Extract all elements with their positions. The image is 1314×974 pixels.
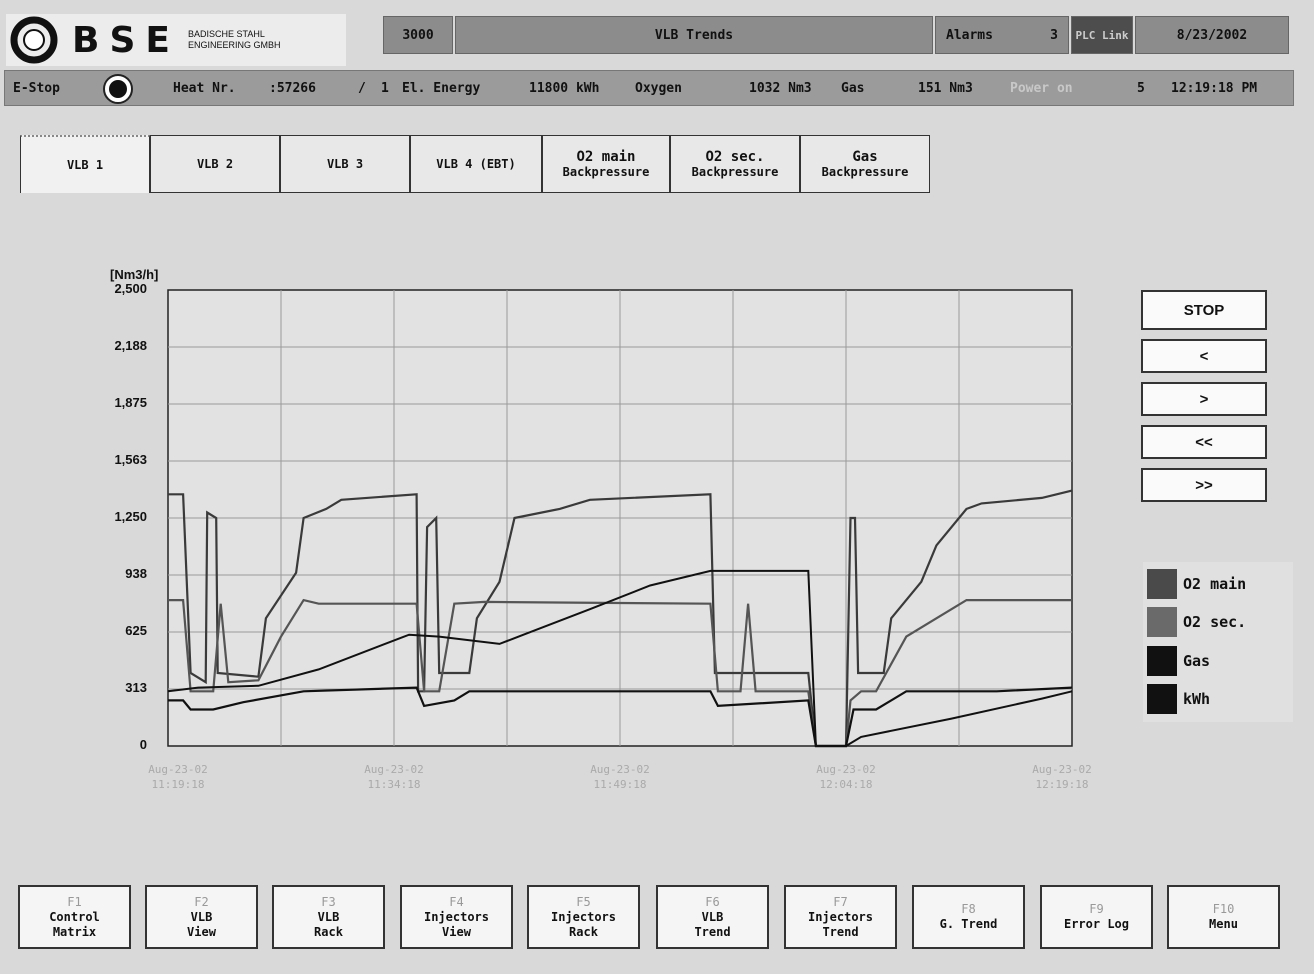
legend-swatch xyxy=(1147,684,1177,714)
fkey-f8[interactable] xyxy=(912,885,1025,949)
y-tick-label: 1,563 xyxy=(114,452,147,467)
fkey-f10[interactable] xyxy=(1167,885,1280,949)
fkey-f1[interactable] xyxy=(18,885,131,949)
fkey-label: Error Log xyxy=(1063,917,1130,931)
legend-swatch xyxy=(1147,569,1177,599)
fkey-label: VLB xyxy=(701,909,724,924)
fkey-label: Injectors xyxy=(550,909,617,924)
scroll-first-button[interactable]: << xyxy=(1141,425,1267,459)
gas-label: Gas xyxy=(841,80,865,96)
tab-sublabel: Backpressure xyxy=(562,165,650,179)
brand-line-1: BADISCHE STAHL xyxy=(187,29,265,39)
chart-legend xyxy=(1143,562,1293,722)
y-tick-label: 0 xyxy=(139,737,147,752)
stop-button[interactable]: STOP xyxy=(1141,290,1267,330)
brand-logo-text: BSE xyxy=(72,19,180,61)
legend-item xyxy=(1147,684,1210,714)
x-tick-date: Aug-23-02 xyxy=(816,763,876,776)
legend-label: Gas xyxy=(1183,652,1211,670)
legend-item xyxy=(1147,646,1210,676)
fkey-number: F8 xyxy=(961,902,976,916)
fkey-number: F3 xyxy=(321,894,336,909)
y-axis-unit: [Nm3/h] xyxy=(110,267,159,282)
tab-sublabel: Backpressure xyxy=(691,165,779,179)
legend-item xyxy=(1147,569,1246,599)
scroll-forward-button[interactable]: > xyxy=(1141,382,1267,416)
x-tick-date: Aug-23-02 xyxy=(590,763,650,776)
fkey-sublabel: Rack xyxy=(314,924,343,939)
legend-swatch xyxy=(1147,646,1177,676)
fkey-f5[interactable] xyxy=(527,885,640,949)
legend-label: kWh xyxy=(1183,690,1211,708)
legend-label: O2 sec. xyxy=(1183,613,1247,631)
fkey-sublabel: View xyxy=(187,924,216,939)
x-tick-date: Aug-23-02 xyxy=(364,763,424,776)
power-on-value: 5 xyxy=(1137,80,1145,96)
oxygen-label: Oxygen xyxy=(635,80,682,96)
legend-item xyxy=(1147,607,1246,637)
x-tick-time: 11:49:18 xyxy=(593,778,647,791)
plc-status-badge: PLC Link xyxy=(1071,16,1133,54)
heat-sub-value: 1 xyxy=(381,80,389,96)
fkey-sublabel: Rack xyxy=(569,924,598,939)
header-date: 8/23/2002 xyxy=(1135,16,1289,54)
tab-label: VLB 1 xyxy=(66,158,104,172)
fkey-sublabel: Trend xyxy=(822,924,859,939)
oxygen-value: 1032 Nm3 xyxy=(749,80,812,96)
y-tick-label: 938 xyxy=(125,566,147,581)
x-tick-time: 12:19:18 xyxy=(1035,778,1089,791)
x-tick-time: 11:34:18 xyxy=(367,778,421,791)
fkey-number: F10 xyxy=(1212,902,1235,916)
fkey-label: Control xyxy=(49,909,100,924)
fkey-number: F9 xyxy=(1089,902,1104,916)
heat-label: Heat Nr. xyxy=(173,80,236,96)
fkey-f6[interactable] xyxy=(656,885,769,949)
heat-separator: / xyxy=(358,80,366,96)
x-tick-date: Aug-23-02 xyxy=(148,763,208,776)
heat-value: :57266 xyxy=(269,80,316,96)
fkey-f7[interactable] xyxy=(784,885,897,949)
y-tick-label: 313 xyxy=(125,680,147,695)
fkey-number: F4 xyxy=(449,894,464,909)
status-time: 12:19:18 PM xyxy=(1171,80,1258,96)
fkey-f9[interactable] xyxy=(1040,885,1153,949)
fkey-sublabel: Trend xyxy=(694,924,731,939)
energy-value: 11800 kWh xyxy=(529,80,600,96)
fkey-f3[interactable] xyxy=(272,885,385,949)
scroll-last-button[interactable]: >> xyxy=(1141,468,1267,502)
scroll-back-button[interactable]: < xyxy=(1141,339,1267,373)
fkey-label: Injectors xyxy=(807,909,874,924)
tab-label: VLB 4 (EBT) xyxy=(436,157,516,171)
fkey-number: F5 xyxy=(576,894,591,909)
fkey-label: VLB xyxy=(190,909,213,924)
estop-label: E-Stop xyxy=(13,80,60,96)
fkey-label: Menu xyxy=(1209,917,1238,931)
page-title: VLB Trends xyxy=(455,16,933,54)
y-tick-label: 2,500 xyxy=(114,281,147,296)
fkey-label: G. Trend xyxy=(939,917,998,931)
y-tick-label: 625 xyxy=(125,623,147,638)
tab-label: VLB 2 xyxy=(196,157,234,171)
fkey-f2[interactable] xyxy=(145,885,258,949)
fkey-number: F1 xyxy=(67,894,82,909)
tab-label: VLB 3 xyxy=(326,157,364,171)
y-tick-label: 1,875 xyxy=(114,395,147,410)
fkey-f4[interactable] xyxy=(400,885,513,949)
y-tick-label: 1,250 xyxy=(114,509,147,524)
fkey-sublabel: View xyxy=(442,924,471,939)
tab-label: O2 main xyxy=(576,149,636,165)
legend-swatch xyxy=(1147,607,1177,637)
x-tick-time: 11:19:18 xyxy=(151,778,205,791)
x-tick-date: Aug-23-02 xyxy=(1032,763,1092,776)
y-tick-label: 2,188 xyxy=(114,338,147,353)
power-on-label: Power on xyxy=(1010,80,1073,96)
fkey-number: F2 xyxy=(194,894,209,909)
gas-value: 151 Nm3 xyxy=(918,80,973,96)
tab-label: O2 sec. xyxy=(705,149,765,165)
fkey-number: F6 xyxy=(705,894,720,909)
fkey-sublabel: Matrix xyxy=(52,924,97,939)
screen-code: 3000 xyxy=(383,16,453,54)
alarms-label: Alarms xyxy=(946,27,993,43)
energy-label: El. Energy xyxy=(402,80,481,96)
brand-line-2: ENGINEERING GMBH xyxy=(187,40,281,50)
tab-label: Gas xyxy=(852,149,878,165)
legend-label: O2 main xyxy=(1183,575,1247,593)
x-tick-time: 12:04:18 xyxy=(819,778,873,791)
fkey-label: Injectors xyxy=(423,909,490,924)
fkey-label: VLB xyxy=(317,909,340,924)
alarms-count: 3 xyxy=(1050,27,1058,43)
fkey-number: F7 xyxy=(833,894,848,909)
tab-sublabel: Backpressure xyxy=(821,165,909,179)
